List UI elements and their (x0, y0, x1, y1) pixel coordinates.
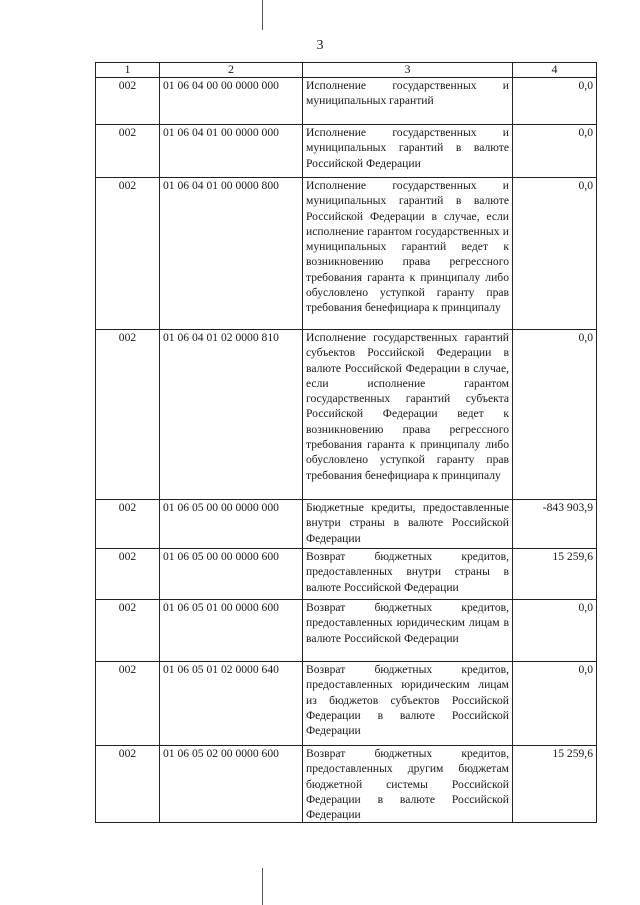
table-row (96, 662, 597, 746)
column-header-3: 3 (303, 63, 513, 78)
budget-sources-table (95, 62, 597, 823)
column-header-2: 2 (160, 63, 303, 78)
budget-code-cell: 01 06 05 02 00 0000 600 (160, 746, 303, 823)
budget-code-cell: 01 06 04 01 00 0000 800 (160, 178, 303, 330)
amount-cell: 0,0 (513, 662, 597, 746)
budget-code-cell: 01 06 04 00 00 0000 000 (160, 78, 303, 125)
amount-cell: 0,0 (513, 125, 597, 178)
admin-code-cell: 002 (96, 125, 160, 178)
source-name-cell: Возврат бюджетных кредитов, предоставленных юридическим лицам из бюджетов субъектов Российской Федерации в валюте Российской Федерации (303, 662, 513, 746)
budget-code-cell: 01 06 04 01 02 0000 810 (160, 330, 303, 500)
amount-cell: 0,0 (513, 178, 597, 330)
table-row (96, 78, 597, 125)
amount-cell: 0,0 (513, 78, 597, 125)
admin-code-cell: 002 (96, 500, 160, 549)
source-name-cell: Исполнение государственных и муниципальных гарантий в валюте Российской Федерации (303, 125, 513, 178)
source-name-cell: Исполнение государственных гарантий субъектов Российской Федерации в валюте Российской Федерации в случае, если исполнение гарантом государственных гарантий субъекта Российской Федерации ведет к возникновению права регрессного требования гаранта к принципалу либо обусловлено уступкой гаранту прав требования бенефициара к принципалу (303, 330, 513, 500)
budget-code-cell: 01 06 05 01 00 0000 600 (160, 600, 303, 662)
table-row (96, 500, 597, 549)
budget-code-cell: 01 06 04 01 00 0000 000 (160, 125, 303, 178)
page-number: 3 (316, 38, 324, 53)
column-header-4: 4 (513, 63, 597, 78)
table-row (96, 330, 597, 500)
admin-code-cell: 002 (96, 330, 160, 500)
source-name-cell: Исполнение государственных и муниципальных гарантий (303, 78, 513, 125)
budget-code-cell: 01 06 05 00 00 0000 600 (160, 549, 303, 600)
amount-cell: 0,0 (513, 330, 597, 500)
table-row (96, 178, 597, 330)
admin-code-cell: 002 (96, 600, 160, 662)
source-name-cell: Возврат бюджетных кредитов, предоставленных другим бюджетам бюджетной системы Российской Федерации в валюте Российской Федерации (303, 746, 513, 823)
amount-cell: 15 259,6 (513, 549, 597, 600)
admin-code-cell: 002 (96, 746, 160, 823)
admin-code-cell: 002 (96, 78, 160, 125)
table-row (96, 125, 597, 178)
amount-cell: 15 259,6 (513, 746, 597, 823)
scan-fold-line-top (262, 0, 263, 30)
table-row (96, 600, 597, 662)
amount-cell: 0,0 (513, 600, 597, 662)
budget-code-cell: 01 06 05 00 00 0000 000 (160, 500, 303, 549)
budget-code-cell: 01 06 05 01 02 0000 640 (160, 662, 303, 746)
source-name-cell: Возврат бюджетных кредитов, предоставленных юридическим лицам в валюте Российской Федерации (303, 600, 513, 662)
source-name-cell: Бюджетные кредиты, предоставленные внутри страны в валюте Российской Федерации (303, 500, 513, 549)
admin-code-cell: 002 (96, 178, 160, 330)
column-header-1: 1 (96, 63, 160, 78)
source-name-cell: Исполнение государственных и муниципальных гарантий в валюте Российской Федерации в случае, если исполнение гарантом государственных и муниципальных гарантий ведет к возникновению права регрессного требования гаранта к принципалу либо обусловлено уступкой гаранту прав требования бенефициара к принципалу (303, 178, 513, 330)
admin-code-cell: 002 (96, 662, 160, 746)
scan-fold-line-bottom (262, 868, 263, 905)
table-header-row (96, 63, 597, 78)
amount-cell: -843 903,9 (513, 500, 597, 549)
source-name-cell: Возврат бюджетных кредитов, предоставленных внутри страны в валюте Российской Федерации (303, 549, 513, 600)
admin-code-cell: 002 (96, 549, 160, 600)
table-row (96, 746, 597, 823)
table-row (96, 549, 597, 600)
